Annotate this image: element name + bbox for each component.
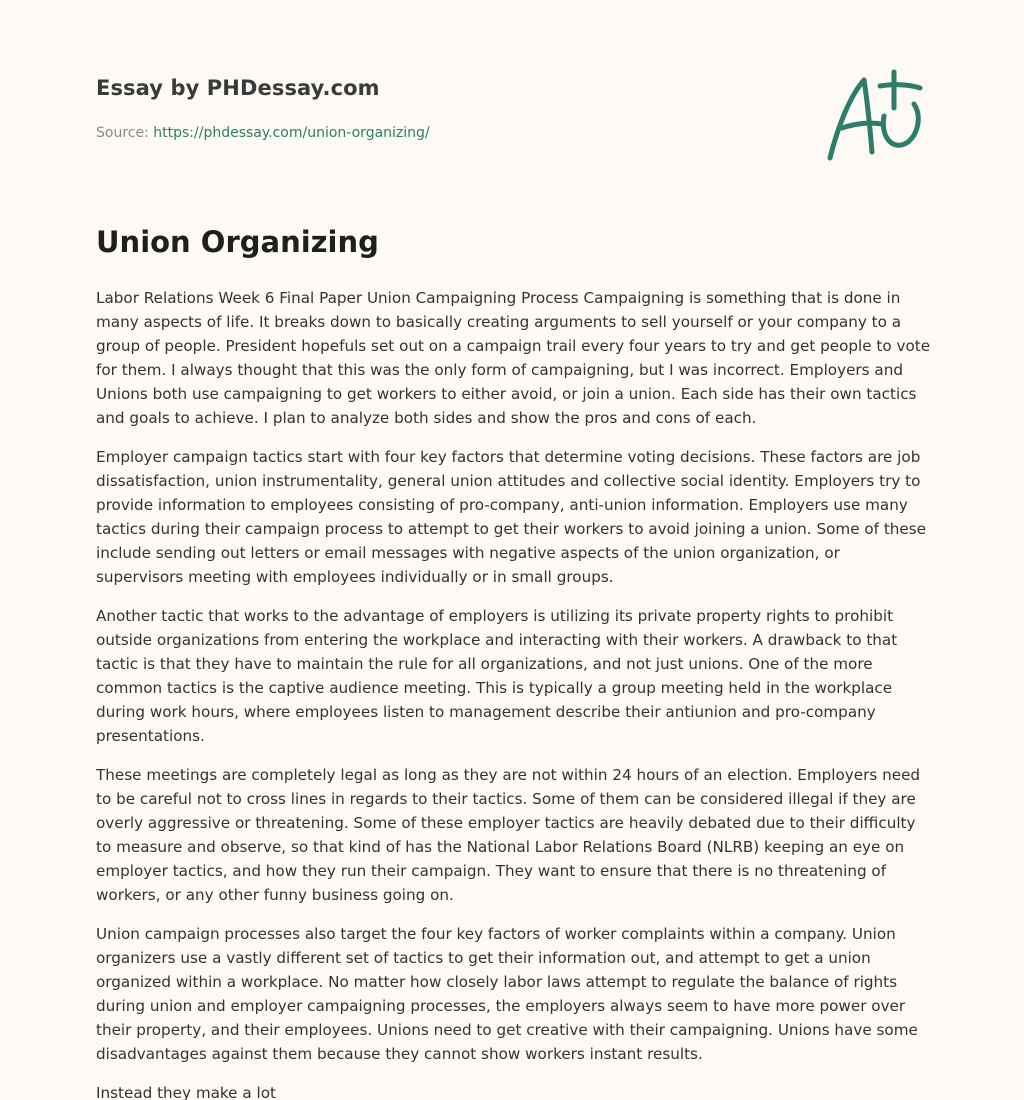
source-label: Source: bbox=[96, 125, 149, 141]
essay-paragraph: Instead they make a lot bbox=[96, 1084, 276, 1100]
essay-body bbox=[96, 286, 932, 1100]
source-link[interactable]: https://phdessay.com/union-organizing/ bbox=[153, 125, 430, 141]
essay-paragraph: Union campaign processes also target the four key factors of worker complaints within a company. Union organizers use a vastly different set of tactics to get their information out, and attempt to get a union organized within a workplace. No matter how closely labor laws attempt to regulate the balance of rights during union and employer campaigning processes, the employers always seem to have more power over their property, and their employees. Unions need to get creative with their campaigning. Unions have some disadvantages against them because they cannot show workers instant results. bbox=[96, 925, 918, 1063]
essay-paragraph: These meetings are completely legal as long as they are not within 24 hours of an election. Employers need to be careful not to cross lines in regards to their tactics. Some of them can be considered illegal if they are overly aggressive or threatening. Some of these employer tactics are heavily debated due to their difficulty to measure and observe, so that kind of has the National Labor Relations Board (NLRB) keeping an eye on employer tactics, and how they run their campaign. They want to ensure that there is no threatening of workers, or any other funny business going on. bbox=[96, 766, 921, 904]
essay-paragraph: Employer campaign tactics start with four key factors that determine voting decisions. These factors are job dissatisfaction, union instrumentality, general union attitudes and collective social identity. Employers try to provide information to employees consisting of pro-company, anti-union information. Employers use many tactics during their campaign process to attempt to get their workers to avoid joining a union. Some of these include sending out letters or email messages with negative aspects of the union organization, or supervisors meeting with employees individually or in small groups. bbox=[96, 448, 927, 586]
essay-paragraph: Another tactic that works to the advantage of employers is utilizing its private property rights to prohibit outside organizations from entering the workplace and interacting with their workers. A drawback to that tactic is that they have to maintain the rule for all organizations, and not just unions. One of the more common tactics is the captive audience meeting. This is typically a group meeting held in the workplace during work hours, where employees listen to management describe their antiunion and pro-company presentations. bbox=[96, 607, 898, 745]
source-line bbox=[96, 125, 430, 141]
site-brand: Essay by PHDessay.com bbox=[96, 76, 380, 100]
essay-paragraph: Labor Relations Week 6 Final Paper Union Campaigning Process Campaigning is something that is done in many aspects of life. It breaks down to basically creating arguments to sell yourself or your company to a group of people. President hopefuls set out on a campaign trail every four years to try and get people to vote for them. I always thought that this was the only form of campaigning, but I was incorrect. Employers and Unions both use campaigning to get workers to either avoid, or join a union. Each side has their own tactics and goals to achieve. I plan to analyze both sides and show the pros and cons of each. bbox=[96, 289, 931, 427]
a-plus-grade-icon bbox=[818, 66, 930, 166]
page-title: Union Organizing bbox=[96, 225, 379, 259]
